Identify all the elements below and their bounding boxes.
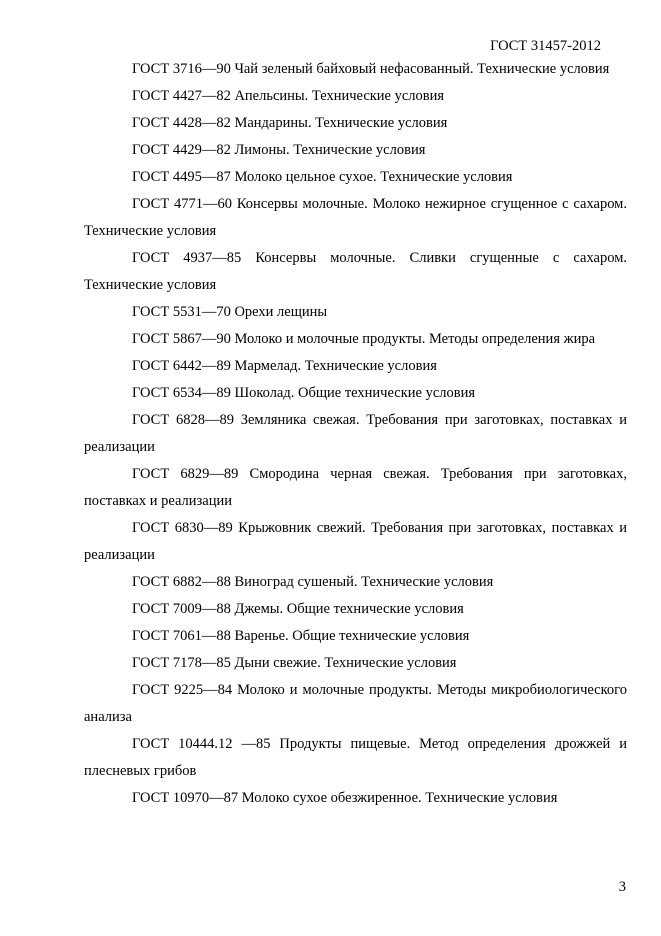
reference-entry: ГОСТ 4427—82 Апельсины. Технические условия — [132, 88, 445, 104]
reference-entry: ГОСТ 10970—87 Молоко сухое обезжиренное. Технические условия — [132, 790, 558, 806]
document-header — [490, 36, 601, 56]
reference-entry: ГОСТ 6534—89 Шоколад. Общие технические условия — [132, 385, 476, 401]
reference-entry: ГОСТ 5531—70 Орехи лещины — [132, 304, 328, 320]
reference-entry: ГОСТ 7178—85 Дыни свежие. Технические условия — [132, 655, 457, 671]
reference-entry: ГОСТ 7009—88 Джемы. Общие технические условия — [132, 601, 464, 617]
reference-entry: ГОСТ 4429—82 Лимоны. Технические условия — [132, 142, 426, 158]
page-number: 3 — [618, 879, 626, 895]
normative-references-list — [84, 56, 627, 812]
reference-entry: ГОСТ 10444.12 —85 Продукты пищевые. Метод определения дрожжей и плесневых грибов — [84, 736, 627, 779]
reference-entry: ГОСТ 4771—60 Консервы молочные. Молоко нежирное сгущенное с сахаром. Технические условия — [84, 196, 627, 239]
reference-entry: ГОСТ 6442—89 Мармелад. Технические условия — [132, 358, 437, 374]
reference-entry: ГОСТ 4428—82 Мандарины. Технические условия — [132, 115, 448, 131]
reference-entry: ГОСТ 6828—89 Земляника свежая. Требования при заготовках, поставках и реализации — [84, 412, 627, 455]
standard-designation: ГОСТ 31457-2012 — [490, 38, 601, 54]
reference-entry: ГОСТ 3716—90 Чай зеленый байховый нефасованный. Технические условия — [132, 61, 610, 77]
reference-entry: ГОСТ 9225—84 Молоко и молочные продукты. Методы микробиологического анализа — [84, 682, 627, 725]
reference-entry: ГОСТ 5867—90 Молоко и молочные продукты. Методы определения жира — [132, 331, 596, 347]
reference-entry: ГОСТ 7061—88 Варенье. Общие технические условия — [132, 628, 470, 644]
reference-entry: ГОСТ 4495—87 Молоко цельное сухое. Технические условия — [132, 169, 513, 185]
reference-entry: ГОСТ 6882—88 Виноград сушеный. Технические условия — [132, 574, 494, 590]
reference-entry: ГОСТ 6829—89 Смородина черная свежая. Требования при заготовках, поставках и реализации — [84, 466, 627, 509]
reference-entry: ГОСТ 4937—85 Консервы молочные. Сливки сгущенные с сахаром. Технические условия — [84, 250, 627, 293]
reference-entry: ГОСТ 6830—89 Крыжовник свежий. Требования при заготовках, поставках и реализации — [84, 520, 627, 563]
